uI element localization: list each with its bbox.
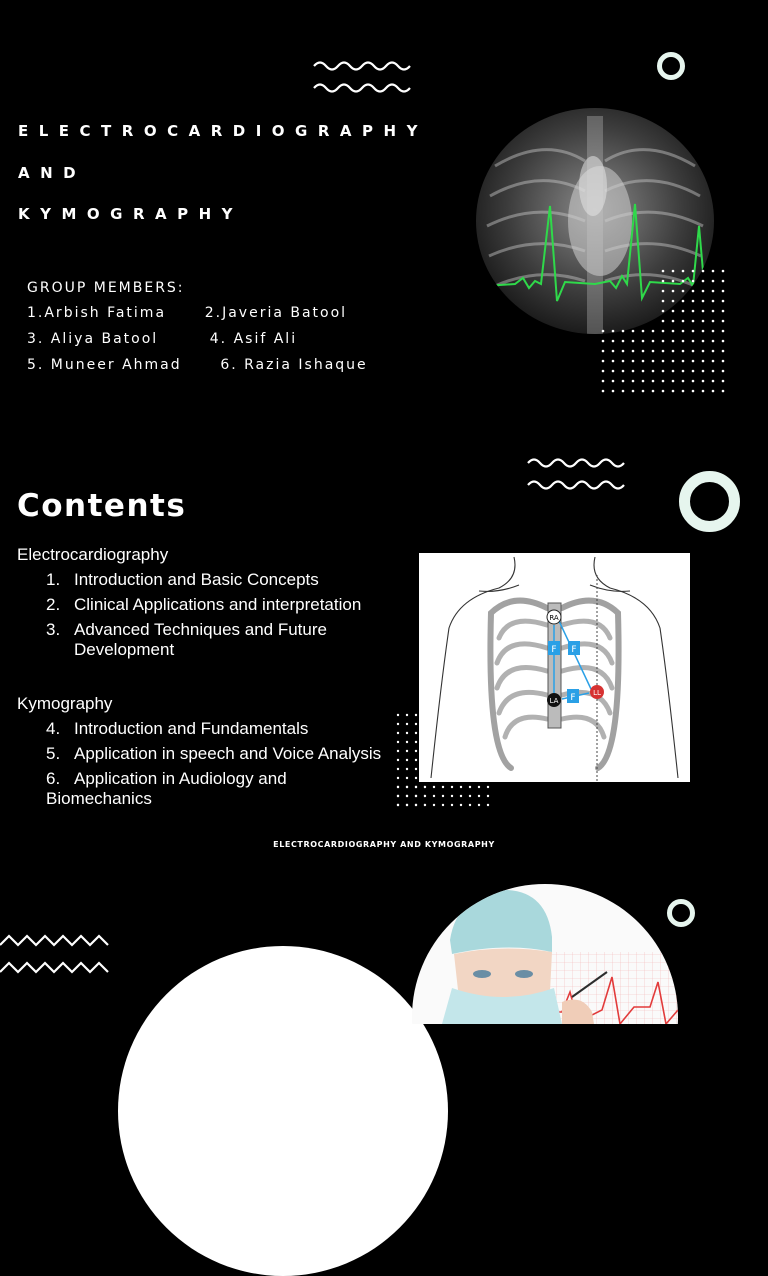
medical-photo-circle [412,882,678,1024]
page-footer: ELECTROCARDIOGRAPHY AND KYMOGRAPHY [273,840,495,849]
zigzag-decoration [0,930,118,978]
group-members-row-1: 1.Arbish Fatima 2.Javeria Batool [27,305,348,321]
title-line-2: AND [18,164,87,182]
einthoven-chest-diagram [419,553,690,782]
wave-decoration-2 [526,455,628,493]
group-members-row-2: 3. Aliya Batool 4. Asif Ali [27,331,298,347]
contents-item-6-cont: Biomechanics [46,789,152,808]
contents-item-6: 6. Application in Audiology and [46,769,287,788]
contents-heading: Contents [17,488,187,524]
contents-item-3: 3. Advanced Techniques and Future [46,620,327,639]
contents-item-1: 1. Introduction and Basic Concepts [46,570,319,589]
dot-grid-decoration [600,268,726,393]
f1-label: F [551,645,557,655]
contents-item-5: 5. Application in speech and Voice Analysis [46,744,382,763]
group-members-heading: GROUP MEMBERS: [27,280,185,296]
title-line-1: ELECTROCARDIOGRAPHY [18,122,428,140]
white-circle-shape [118,946,448,1276]
contents-item-2: 2. Clinical Applications and interpretation [46,595,362,614]
contents-item-3-cont: Development [74,640,175,659]
ra-label: RA [549,614,559,622]
wave-decoration [312,58,414,96]
section-kymography: Kymography [17,694,113,713]
ring-decoration [657,52,685,80]
title-line-3: KYMOGRAPHY [18,205,244,223]
contents-item-4: 4. Introduction and Fundamentals [46,719,309,738]
f2-label: F [571,645,577,655]
section-electrocardiography: Electrocardiography [17,545,169,564]
f3-label: F [570,693,576,703]
la-label: LA [549,697,559,705]
ring-decoration-2 [679,471,740,532]
group-members-row-3: 5. Muneer Ahmad 6. Razia Ishaque [27,357,368,373]
ll-label: LL [593,689,601,697]
